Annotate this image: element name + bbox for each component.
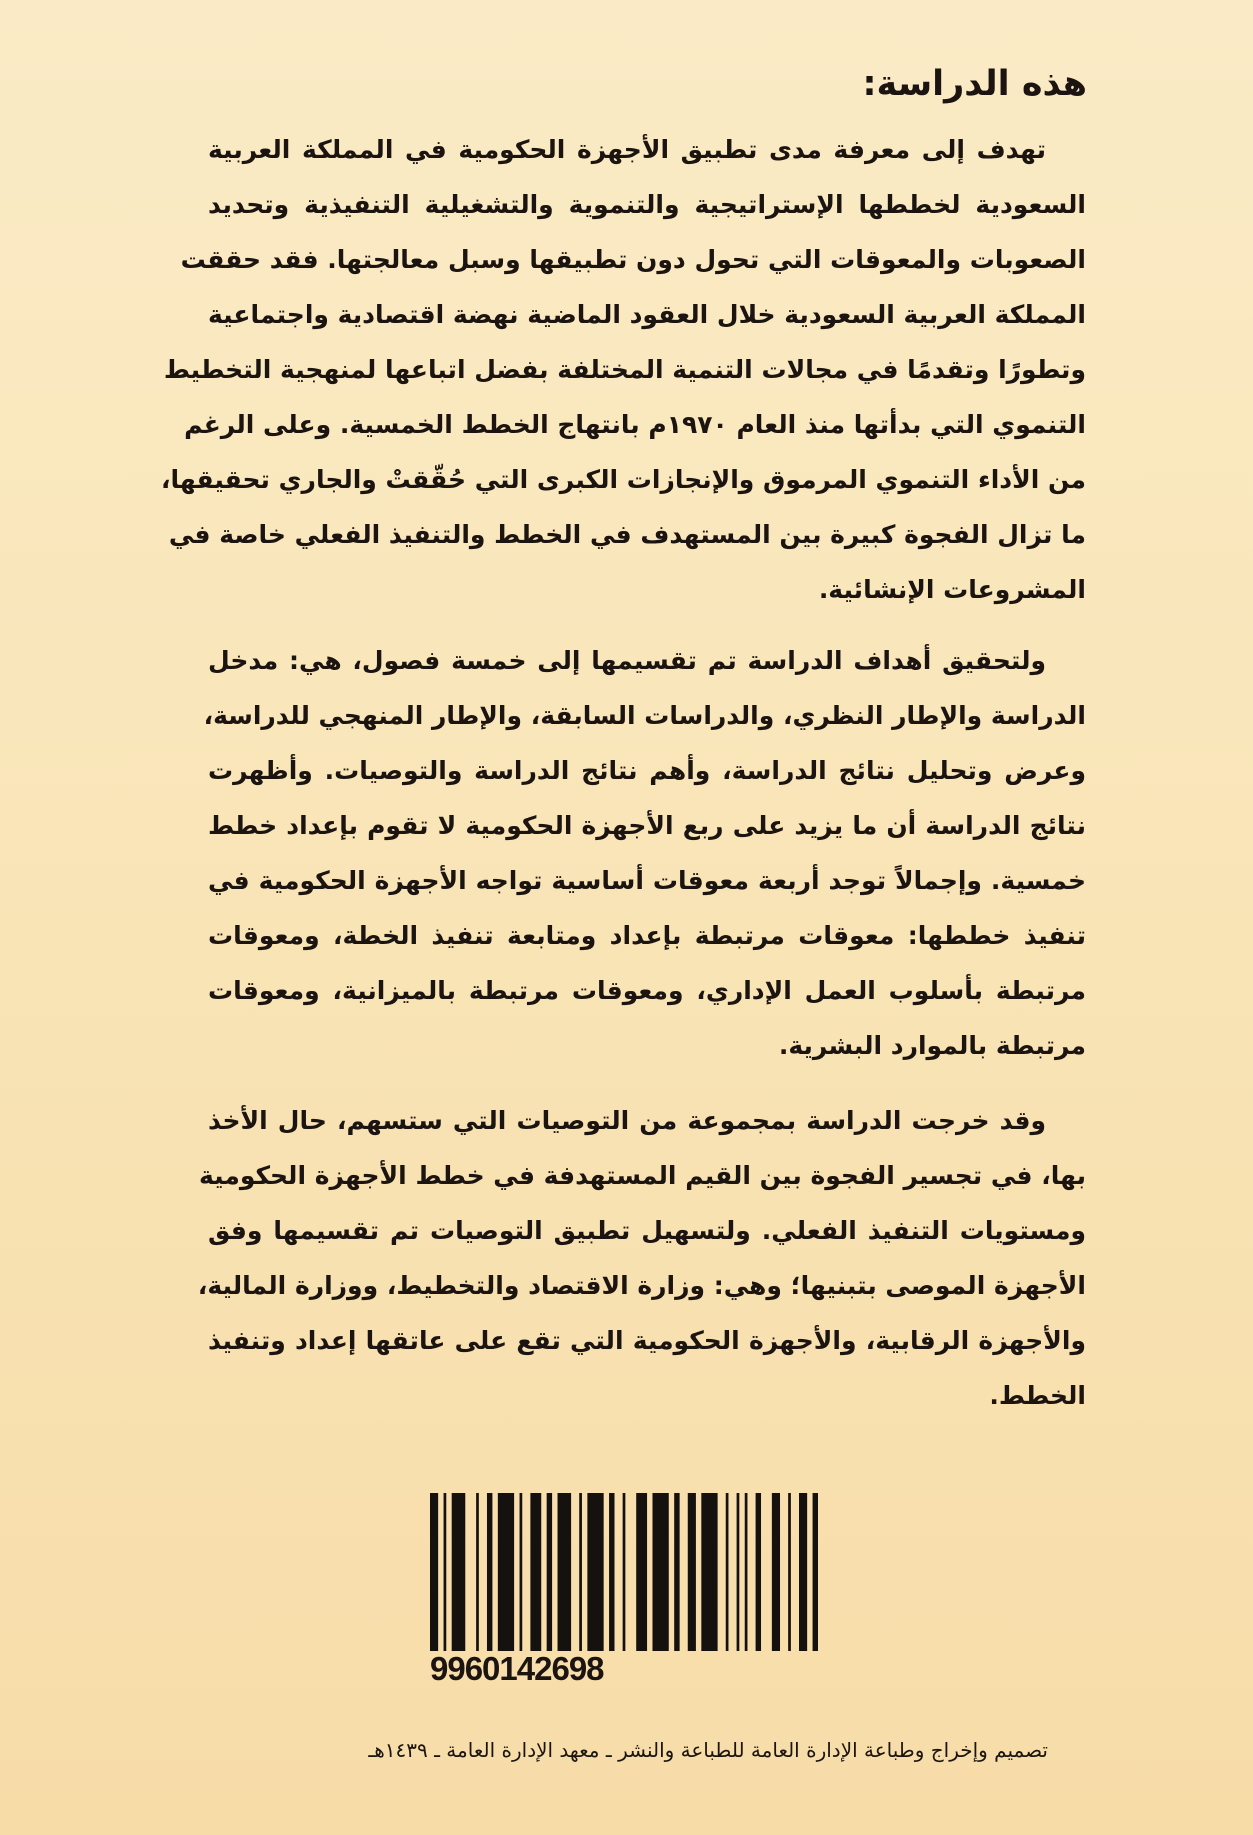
barcode-bar — [652, 1493, 668, 1651]
barcode-bar — [674, 1493, 679, 1651]
barcode-bar — [636, 1493, 647, 1651]
barcode-bar — [587, 1493, 603, 1651]
text-line: السعودية لخططها الإستراتيجية والتنموية والتشغيلية التنفيذية وتحديد — [208, 190, 1086, 219]
text-line: مرتبطة بأسلوب العمل الإداري، ومعوقات مرتبطة بالميزانية، ومعوقات — [208, 976, 1086, 1005]
text-line: تهدف إلى معرفة مدى تطبيق الأجهزة الحكومية في المملكة العربية — [208, 135, 1046, 164]
paragraph-study-structure — [203, 633, 1086, 1073]
barcode-bar — [688, 1493, 696, 1651]
barcode — [430, 1493, 818, 1651]
barcode-bar — [788, 1493, 791, 1651]
text-line: ولتحقيق أهداف الدراسة تم تقسيمها إلى خمسة فصول، هي: مدخل — [208, 646, 1046, 675]
text-line: الصعوبات والمعوقات التي تحول دون تطبيقها وسبل معالجتها. فقد حققت — [180, 245, 1086, 274]
barcode-bar — [444, 1493, 447, 1651]
barcode-bar — [520, 1493, 523, 1651]
paragraph-study-aim — [160, 122, 1086, 617]
text-line: نتائج الدراسة أن ما يزيد على ربع الأجهزة الحكومية لا تقوم بإعداد خطط — [208, 811, 1086, 840]
text-line: ما تزال الفجوة كبيرة بين المستهدف في الخطط والتنفيذ الفعلي خاصة في — [168, 520, 1086, 549]
barcode-bar — [756, 1493, 761, 1651]
text-line: التنموي التي بدأتها منذ العام ١٩٧٠م بانتهاج الخطط الخمسية. وعلى الرغم — [184, 410, 1086, 439]
barcode-bar — [498, 1493, 514, 1651]
barcode-bar — [558, 1493, 572, 1651]
text-line: المشروعات الإنشائية. — [818, 575, 1086, 604]
barcode-bar — [701, 1493, 717, 1651]
barcode-bar — [530, 1493, 541, 1651]
barcode-bar — [547, 1493, 552, 1651]
text-line: الدراسة والإطار النظري، والدراسات السابقة، والإطار المنهجي للدراسة، — [203, 701, 1086, 730]
text-line: مرتبطة بالموارد البشرية. — [778, 1031, 1086, 1060]
text-line: خمسية. وإجمالاً توجد أربعة معوقات أساسية تواجه الأجهزة الحكومية في — [208, 866, 1086, 895]
text-line: الأجهزة الموصى بتبنيها؛ وهي: وزارة الاقتصاد والتخطيط، ووزارة المالية، — [197, 1271, 1086, 1300]
text-line: والأجهزة الرقابية، والأجهزة الحكومية التي تقع على عاتقها إعداد وتنفيذ — [208, 1326, 1086, 1355]
barcode-bar — [772, 1493, 780, 1651]
barcode-bar — [623, 1493, 626, 1651]
barcode-bar — [476, 1493, 479, 1651]
text-line: من الأداء التنموي المرموق والإنجازات الكبرى التي حُقّقتْ والجاري تحقيقها، — [160, 465, 1086, 494]
barcode-bar — [726, 1493, 729, 1651]
section-title: هذه الدراسة: — [862, 64, 1087, 104]
barcode-bar — [609, 1493, 614, 1651]
text-line: وتطورًا وتقدمًا في مجالات التنمية المختلفة بفضل اتباعها لمنهجية التخطيط — [163, 355, 1086, 384]
text-line: تنفيذ خططها: معوقات مرتبطة بإعداد ومتابعة تنفيذ الخطة، ومعوقات — [208, 921, 1086, 950]
barcode-bar — [745, 1493, 748, 1651]
barcode-bar — [799, 1493, 807, 1651]
barcode-bar — [430, 1493, 438, 1651]
text-line: الخطط. — [989, 1381, 1086, 1410]
text-line: وعرض وتحليل نتائج الدراسة، وأهم نتائج الدراسة والتوصيات. وأظهرت — [208, 756, 1086, 785]
text-line: وقد خرجت الدراسة بمجموعة من التوصيات التي ستسهم، حال الأخذ — [208, 1106, 1046, 1135]
text-line: ومستويات التنفيذ الفعلي. ولتسهيل تطبيق التوصيات تم تقسيمها وفق — [208, 1216, 1086, 1245]
text-line: بها، في تجسير الفجوة بين القيم المستهدفة في خطط الأجهزة الحكومية — [198, 1161, 1086, 1190]
barcode-bar — [737, 1493, 740, 1651]
barcode-bar — [452, 1493, 466, 1651]
barcode-bar — [487, 1493, 492, 1651]
barcode-bar — [579, 1493, 582, 1651]
isbn-number: 9960142698 — [430, 1650, 604, 1687]
text-line: المملكة العربية السعودية خلال العقود الماضية نهضة اقتصادية واجتماعية — [208, 300, 1086, 329]
paragraph-recommendations — [197, 1093, 1086, 1423]
barcode-bar — [813, 1493, 818, 1651]
publisher-footer: تصميم وإخراج وطباعة الإدارة العامة للطباعة والنشر ـ معهد الإدارة العامة ـ ١٤٣٩هـ — [368, 1738, 1048, 1762]
